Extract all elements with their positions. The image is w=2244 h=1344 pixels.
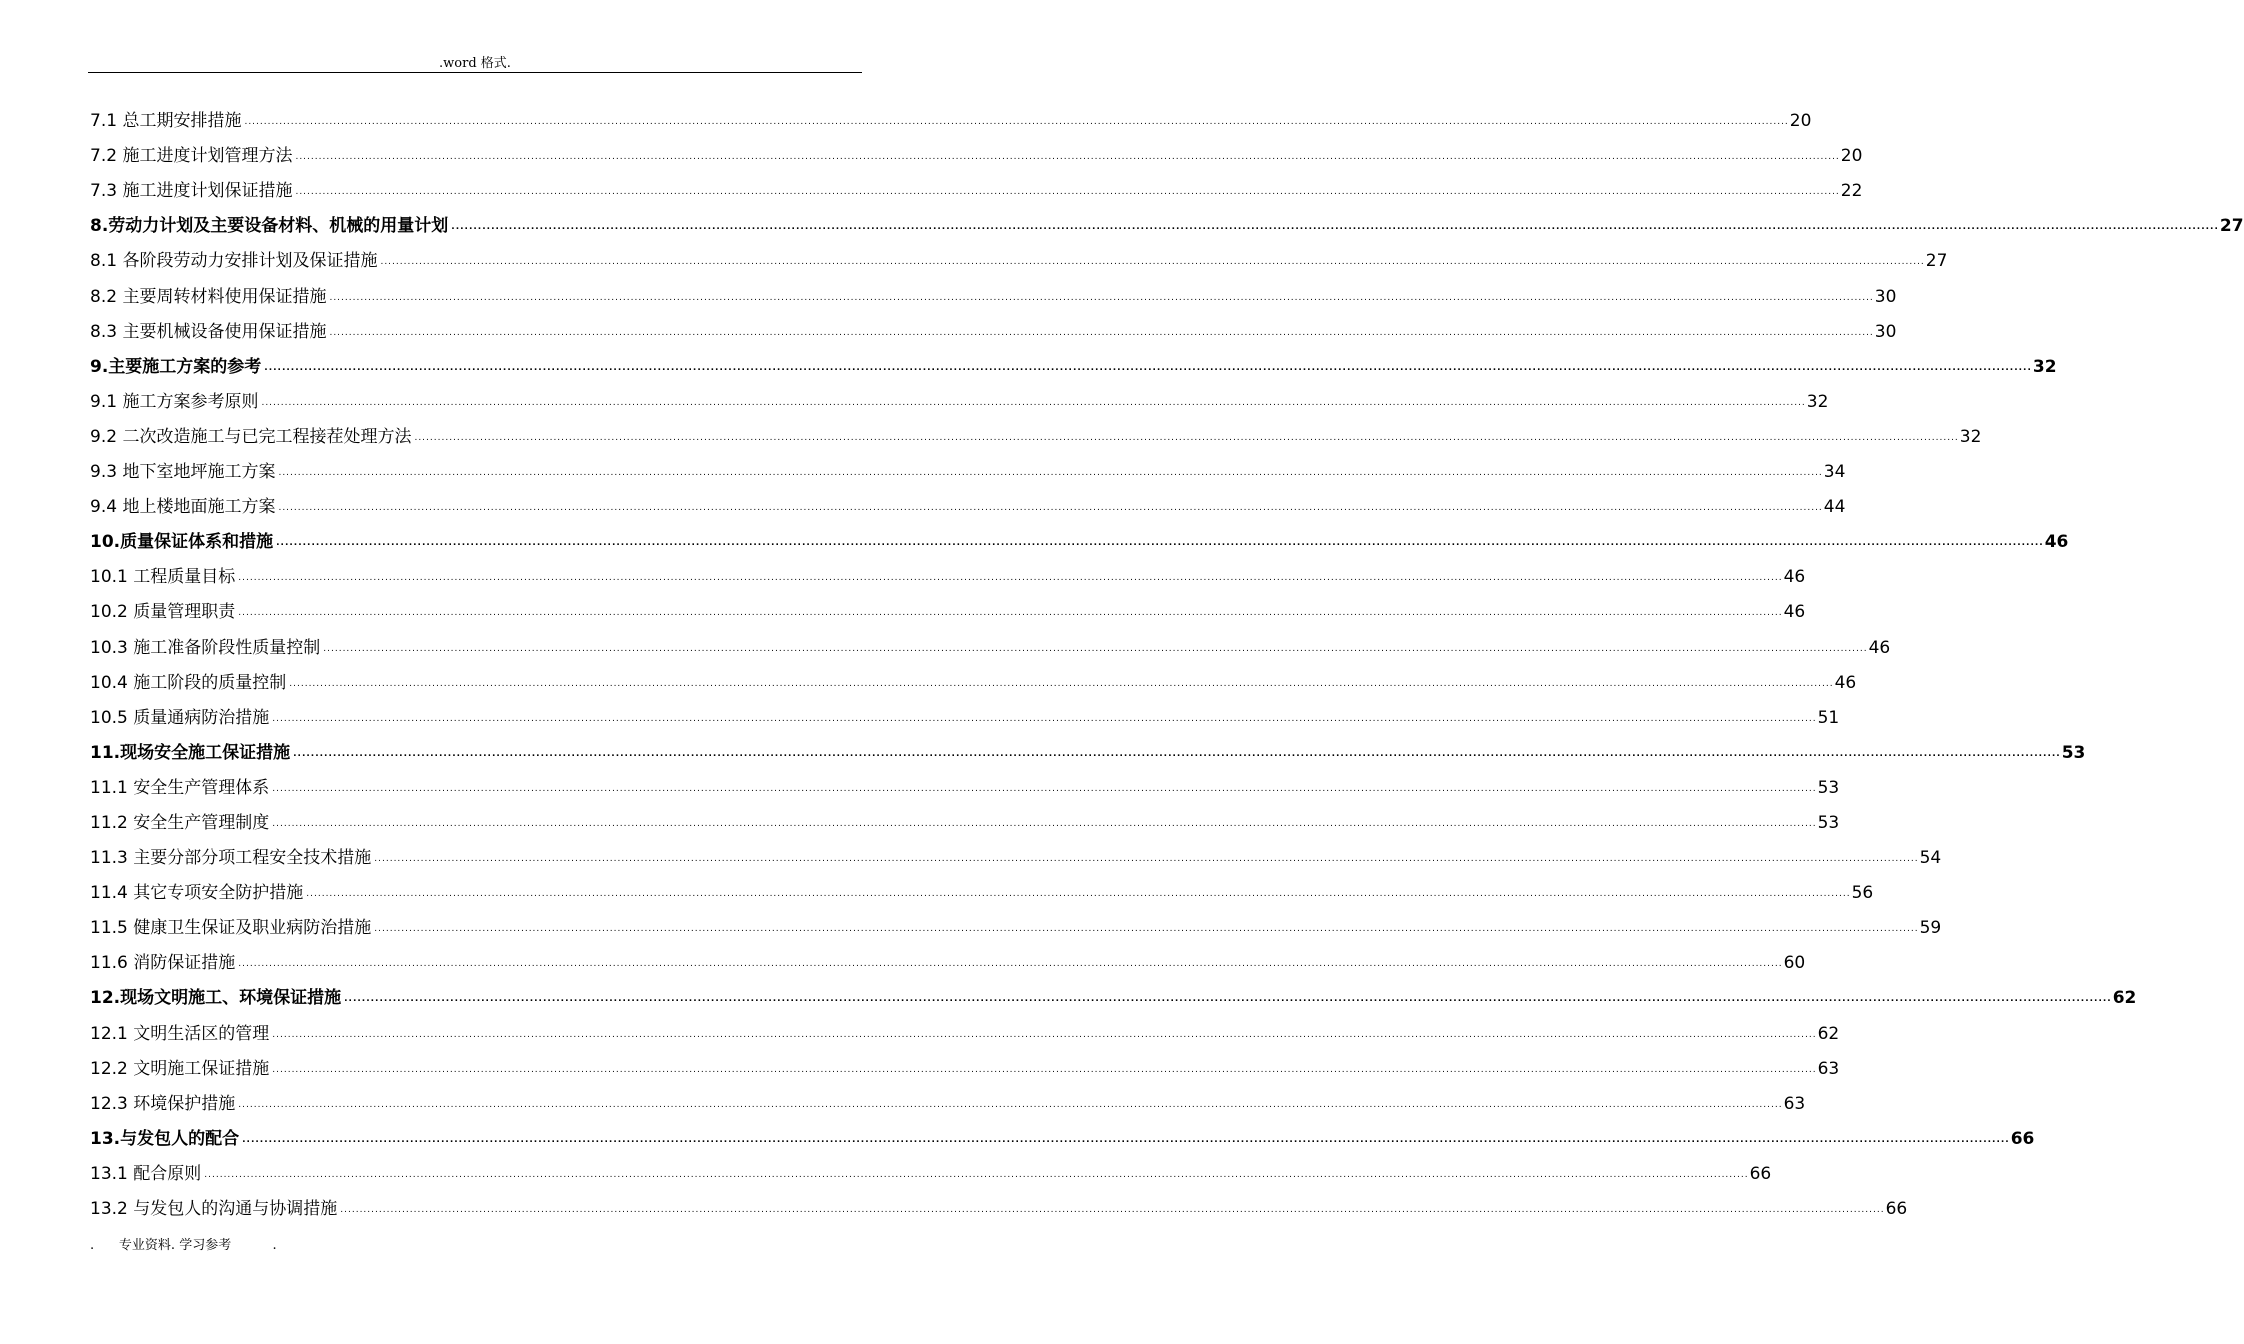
toc-entry-title: 12.2 文明施工保证措施 xyxy=(90,1058,270,1079)
toc-chapter-entry[interactable] xyxy=(90,343,2057,378)
toc-dot-leader: ................................................................................................................................................................................................................................................................................................................................................................................................................ xyxy=(238,959,1783,970)
toc-page-number: 66 xyxy=(1749,1163,1772,1184)
toc-chapter-entry[interactable] xyxy=(90,518,2069,553)
toc-entry-title: 9.4 地上楼地面施工方案 xyxy=(90,497,276,518)
toc-dot-leader: ................................................................................................................................................................................................................................................................................................................................................................................................................ xyxy=(380,257,1925,268)
toc-entry-title: 11.5 健康卫生保证及职业病防治措施 xyxy=(90,918,372,939)
toc-page-number: 20 xyxy=(1789,111,1812,132)
toc-page-number: 32 xyxy=(1806,391,1829,412)
toc-section-entry[interactable] xyxy=(90,1045,1840,1080)
toc-entry-title: 12.3 环境保护措施 xyxy=(90,1093,236,1114)
toc-page-number: 27 xyxy=(2219,216,2244,237)
toc-entry-title: 9.1 施工方案参考原则 xyxy=(90,391,259,412)
toc-dot-leader: ................................................................................................................................................................................................................................................................................................................................................................................................................ xyxy=(272,1029,1817,1040)
toc-page-number: 27 xyxy=(1925,251,1948,272)
toc-dot-leader: ................................................................................................................................................................................................................................................................................................................................................................................................................ xyxy=(238,1099,1783,1110)
toc-entry-title: 9.3 地下室地坪施工方案 xyxy=(90,462,276,483)
toc-page-number: 34 xyxy=(1823,462,1846,483)
toc-section-entry[interactable] xyxy=(90,483,1846,518)
toc-entry-title: 11.1 安全生产管理体系 xyxy=(90,777,270,798)
toc-section-entry[interactable] xyxy=(90,97,1812,132)
toc-entry-title: 8.2 主要周转材料使用保证措施 xyxy=(90,286,327,307)
toc-entry-title: 12.现场文明施工、环境保证措施 xyxy=(90,988,342,1009)
toc-page-number: 66 xyxy=(2010,1128,2035,1149)
toc-dot-leader: ................................................................................................................................................................................................................................................................................................................................................................................................................ xyxy=(306,889,1851,900)
toc-section-entry[interactable] xyxy=(90,132,1863,167)
page-header: .word 格式. xyxy=(439,56,511,71)
toc-dot-leader: ................................................................................................................................................................................................................................................................................................................................................................................................................ xyxy=(264,362,2032,373)
toc-entry-title: 10.2 质量管理职责 xyxy=(90,602,236,623)
toc-chapter-entry[interactable] xyxy=(90,202,2244,237)
toc-section-entry[interactable] xyxy=(90,588,1806,623)
toc-page-number: 30 xyxy=(1874,321,1897,342)
toc-dot-leader: ................................................................................................................................................................................................................................................................................................................................................................................................................ xyxy=(295,152,1840,163)
toc-page-number: 56 xyxy=(1851,883,1874,904)
toc-page-number: 46 xyxy=(2044,532,2069,553)
toc-page-number: 51 xyxy=(1817,707,1840,728)
toc-section-entry[interactable] xyxy=(90,834,1942,869)
toc-dot-leader: ................................................................................................................................................................................................................................................................................................................................................................................................................ xyxy=(329,327,1874,338)
toc-section-entry[interactable] xyxy=(90,799,1840,834)
toc-dot-leader: ................................................................................................................................................................................................................................................................................................................................................................................................................ xyxy=(293,748,2061,759)
toc-page-number: 22 xyxy=(1840,181,1863,202)
toc-dot-leader: ................................................................................................................................................................................................................................................................................................................................................................................................................ xyxy=(272,783,1817,794)
toc-page-number: 53 xyxy=(2061,742,2086,763)
toc-dot-leader: ................................................................................................................................................................................................................................................................................................................................................................................................................ xyxy=(414,432,1959,443)
toc-section-entry[interactable] xyxy=(90,448,1846,483)
toc-entry-title: 13.1 配合原则 xyxy=(90,1163,202,1184)
toc-page-number: 59 xyxy=(1919,918,1942,939)
toc-chapter-entry[interactable] xyxy=(90,1115,2035,1150)
toc-section-entry[interactable] xyxy=(90,1009,1840,1044)
toc-dot-leader: ................................................................................................................................................................................................................................................................................................................................................................................................................ xyxy=(278,468,1823,479)
toc-entry-title: 11.4 其它专项安全防护措施 xyxy=(90,883,304,904)
toc-entry-title: 10.质量保证体系和措施 xyxy=(90,532,274,553)
toc-section-entry[interactable] xyxy=(90,764,1840,799)
toc-page-number: 63 xyxy=(1817,1058,1840,1079)
toc-page-number: 46 xyxy=(1783,567,1806,588)
toc-page-number: 46 xyxy=(1783,602,1806,623)
toc-dot-leader: ................................................................................................................................................................................................................................................................................................................................................................................................................ xyxy=(451,222,2219,233)
toc-dot-leader: ................................................................................................................................................................................................................................................................................................................................................................................................................ xyxy=(344,994,2112,1005)
toc-dot-leader: ................................................................................................................................................................................................................................................................................................................................................................................................................ xyxy=(204,1169,1749,1180)
toc-entry-title: 8.劳动力计划及主要设备材料、机械的用量计划 xyxy=(90,216,449,237)
toc-page-number: 66 xyxy=(1885,1199,1908,1219)
toc-dot-leader: ................................................................................................................................................................................................................................................................................................................................................................................................................ xyxy=(289,678,1834,689)
toc-page-number: 46 xyxy=(1834,672,1857,693)
toc-chapter-entry[interactable] xyxy=(90,974,2137,1009)
toc-page-number: 54 xyxy=(1919,848,1942,869)
toc-entry-title: 13.2 与发包人的沟通与协调措施 xyxy=(90,1199,338,1219)
toc-entry-title: 7.2 施工进度计划管理方法 xyxy=(90,146,293,167)
toc-page-number: 62 xyxy=(2112,988,2137,1009)
toc-chapter-entry[interactable] xyxy=(90,729,2086,764)
toc-entry-title: 10.3 施工准备阶段性质量控制 xyxy=(90,637,321,658)
toc-entry-title: 11.现场安全施工保证措施 xyxy=(90,742,291,763)
toc-entry-title: 11.3 主要分部分项工程安全技术措施 xyxy=(90,848,372,869)
toc-page-number: 32 xyxy=(2032,356,2057,377)
toc-dot-leader: ................................................................................................................................................................................................................................................................................................................................................................................................................ xyxy=(340,1205,1885,1215)
toc-dot-leader: ................................................................................................................................................................................................................................................................................................................................................................................................................ xyxy=(374,854,1919,865)
toc-dot-leader: ................................................................................................................................................................................................................................................................................................................................................................................................................ xyxy=(329,292,1874,303)
toc-section-entry[interactable] xyxy=(90,659,1857,694)
toc-section-entry[interactable] xyxy=(90,1185,1908,1220)
toc-dot-leader: ................................................................................................................................................................................................................................................................................................................................................................................................................ xyxy=(238,608,1783,619)
toc-section-entry[interactable] xyxy=(90,237,1948,272)
toc-dot-leader: ................................................................................................................................................................................................................................................................................................................................................................................................................ xyxy=(276,538,2044,549)
toc-page-number: 63 xyxy=(1783,1093,1806,1114)
toc-entry-title: 7.3 施工进度计划保证措施 xyxy=(90,181,293,202)
toc-entry-title: 8.1 各阶段劳动力安排计划及保证措施 xyxy=(90,251,378,272)
table-of-contents xyxy=(90,97,2244,1220)
toc-entry-title: 9.2 二次改造施工与已完工程接茬处理方法 xyxy=(90,426,412,447)
toc-page-number: 46 xyxy=(1868,637,1891,658)
toc-page-number: 20 xyxy=(1840,146,1863,167)
toc-section-entry[interactable] xyxy=(90,623,1891,658)
toc-section-entry[interactable] xyxy=(90,272,1897,307)
toc-page-number: 53 xyxy=(1817,812,1840,833)
toc-page-number: 44 xyxy=(1823,497,1846,518)
toc-entry-title: 10.1 工程质量目标 xyxy=(90,567,236,588)
toc-section-entry[interactable] xyxy=(90,378,1829,413)
toc-section-entry[interactable] xyxy=(90,553,1806,588)
toc-page-number: 32 xyxy=(1959,426,1982,447)
toc-section-entry[interactable] xyxy=(90,413,1982,448)
toc-entry-title: 7.1 总工期安排措施 xyxy=(90,111,242,132)
toc-section-entry[interactable] xyxy=(90,694,1840,729)
toc-page-number: 60 xyxy=(1783,953,1806,974)
toc-dot-leader: ................................................................................................................................................................................................................................................................................................................................................................................................................ xyxy=(278,503,1823,514)
toc-dot-leader: ................................................................................................................................................................................................................................................................................................................................................................................................................ xyxy=(374,924,1919,935)
toc-dot-leader: ................................................................................................................................................................................................................................................................................................................................................................................................................ xyxy=(272,1064,1817,1075)
header-divider xyxy=(88,72,862,73)
toc-section-entry[interactable] xyxy=(90,1150,1772,1185)
toc-entry-title: 8.3 主要机械设备使用保证措施 xyxy=(90,321,327,342)
toc-entry-title: 9.主要施工方案的参考 xyxy=(90,356,262,377)
toc-entry-title: 10.5 质量通病防治措施 xyxy=(90,707,270,728)
toc-entry-title: 11.6 消防保证措施 xyxy=(90,953,236,974)
toc-page-number: 53 xyxy=(1817,777,1840,798)
toc-page-number: 30 xyxy=(1874,286,1897,307)
toc-dot-leader: ................................................................................................................................................................................................................................................................................................................................................................................................................ xyxy=(242,1134,2010,1145)
toc-dot-leader: ................................................................................................................................................................................................................................................................................................................................................................................................................ xyxy=(238,573,1783,584)
toc-section-entry[interactable] xyxy=(90,167,1863,202)
toc-entry-title: 11.2 安全生产管理制度 xyxy=(90,812,270,833)
toc-entry-title: 12.1 文明生活区的管理 xyxy=(90,1023,270,1044)
toc-entry-title: 13.与发包人的配合 xyxy=(90,1128,240,1149)
toc-page-number: 62 xyxy=(1817,1023,1840,1044)
toc-entry-title: 10.4 施工阶段的质量控制 xyxy=(90,672,287,693)
toc-section-entry[interactable] xyxy=(90,308,1897,343)
toc-dot-leader: ................................................................................................................................................................................................................................................................................................................................................................................................................ xyxy=(272,818,1817,829)
page-footer: . 专业资料. 学习参考 . xyxy=(90,1238,277,1253)
toc-dot-leader: ................................................................................................................................................................................................................................................................................................................................................................................................................ xyxy=(261,397,1806,408)
toc-section-entry[interactable] xyxy=(90,1080,1806,1115)
toc-dot-leader: ................................................................................................................................................................................................................................................................................................................................................................................................................ xyxy=(244,117,1789,128)
toc-dot-leader: ................................................................................................................................................................................................................................................................................................................................................................................................................ xyxy=(295,187,1840,198)
toc-dot-leader: ................................................................................................................................................................................................................................................................................................................................................................................................................ xyxy=(323,643,1868,654)
toc-section-entry[interactable] xyxy=(90,939,1806,974)
toc-dot-leader: ................................................................................................................................................................................................................................................................................................................................................................................................................ xyxy=(272,713,1817,724)
toc-section-entry[interactable] xyxy=(90,904,1942,939)
toc-section-entry[interactable] xyxy=(90,869,1874,904)
